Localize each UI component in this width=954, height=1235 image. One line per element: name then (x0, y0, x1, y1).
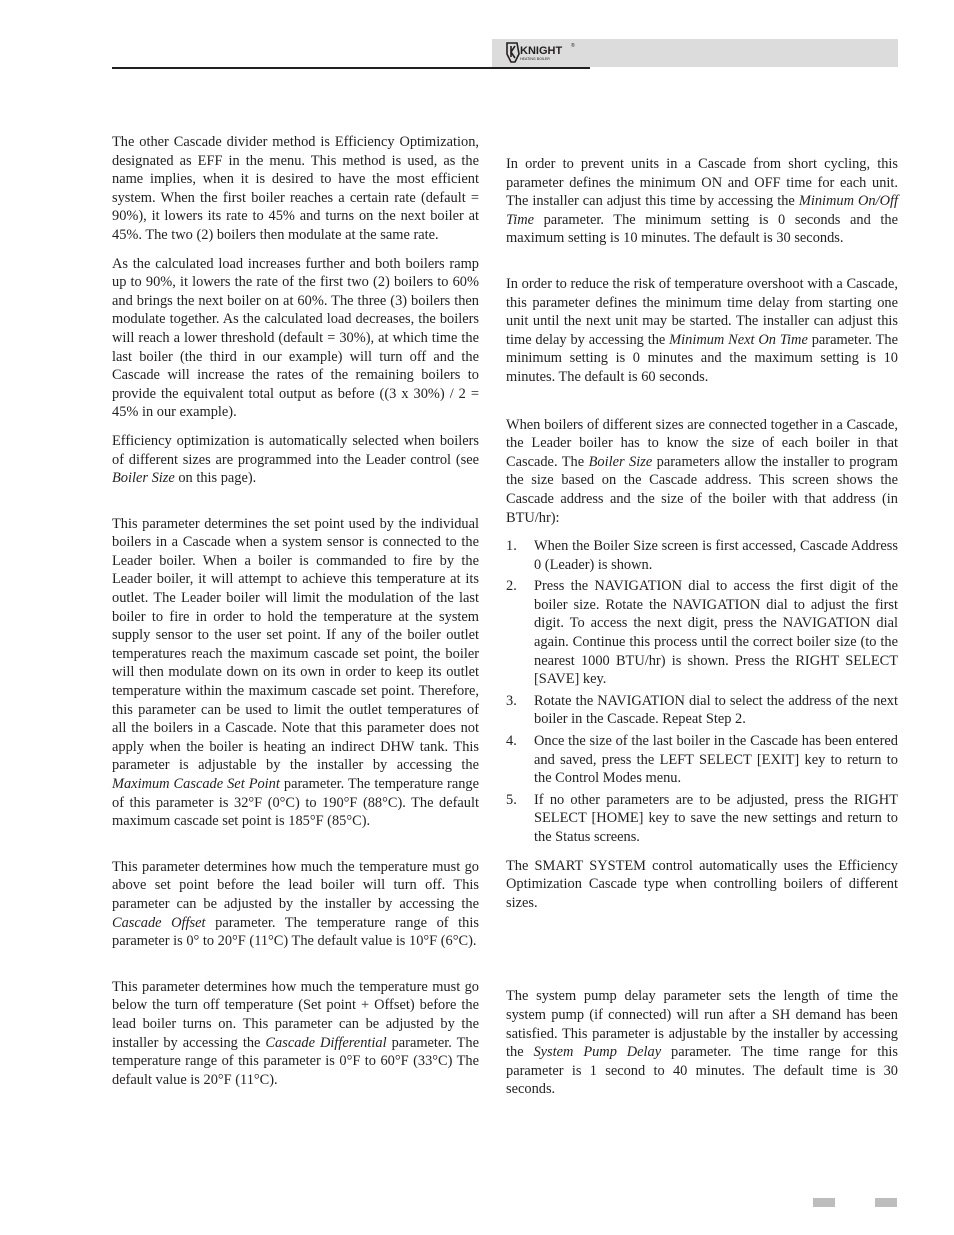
smart-system-paragraph: The SMART SYSTEM control automatically uses the Efficiency Optimization Cascade type when controlling boilers of different sizes. (506, 857, 898, 911)
header-rule (112, 67, 590, 69)
right-column (506, 133, 898, 1109)
min-next-on-ref: Minimum Next On Time (669, 331, 808, 348)
footer-tab-right (875, 1198, 897, 1207)
eff-optimization-paragraph: The other Cascade divider method is Efficiency Optimization, designated as EFF in the menu. This method is used, as the name implies, when it is desired to have the most efficient system. When the first boiler reaches a certain rate (default = 90%), it lowers its rate to 45% and turns on the next boiler at 45%. The two (2) boilers then modulate at the same rate. (112, 134, 479, 243)
max-cascade-setpoint-paragraph: This parameter determines the set point used by the individual boilers in a Cascade when a system sensor is connected to the Leader boiler. When a boiler is commanded to fire by the Leader boiler, it will attempt to achieve this temperature at its outlet. The Leader boiler will limit the modulation of the last boiler to fire in order to hold the temperature at the system supply sensor to the user set point. If any of the boiler outlet temperatures reach the maximum cascade set point, the boiler will then modulate down on its own in order to keep its outlet temperature within the maximum cascade set point. Therefore, this parameter can be used to limit the outlet temperatures of all the boilers in a Cascade. Note that this parameter does not apply when the boiler is heating an indirect DHW tank. This parameter is adjustable by the installer by accessing the Maximum Cascade Set Point parameter. The temperature range of this parameter is 32°F (0°C) to 190°F (88°C). The default maximum cascade set point is 185°F (85°C). (112, 515, 479, 830)
list-item: 5. If no other parameters are to be adjusted, press the RIGHT SELECT [HOME] key to save the new settings and return to the Status screens. (506, 791, 898, 845)
min-next-on-paragraph: In order to reduce the risk of temperature overshoot with a Cascade, this parameter defines the minimum time delay from starting one unit until the next unit may be started. The installer can adjust this time delay by accessing the Minimum Next On Time parameter. The minimum setting is 0 minutes and the maximum setting is 10 minutes. The default is 60 seconds. (506, 275, 898, 385)
logo-trademark: ® (571, 43, 575, 49)
list-item: 3. Rotate the NAVIGATION dial to select the address of the next boiler in the Cascade. Repeat Step 2. (506, 692, 898, 728)
boiler-size-ref: Boiler Size (588, 453, 653, 470)
list-item: 1. When the Boiler Size screen is first accessed, Cascade Address 0 (Leader) is shown. (506, 538, 898, 573)
knight-logo (505, 40, 579, 66)
cascade-offset-ref: Cascade Offset (112, 914, 206, 931)
boiler-size-steps (506, 537, 898, 847)
min-on-off-ref: Minimum On/Off Time (506, 193, 898, 228)
left-column (112, 133, 479, 1099)
load-increase-paragraph: As the calculated load increases further and both boilers ramp up to 90%, it lowers the rate of the first two (2) boilers to 60% and brings the next boiler on at 60%. The three (3) boilers then modulate together. As the calculated load decreases, the boilers will reach a lower threshold (default = 30%), at which time the last boiler (the third in our example) will turn off and the Cascade will increase the rates of the remaining boilers to provide the equivalent total output as before ((3 x 30%) / 2 = 45% in our example). (112, 255, 479, 421)
logo-text: KNIGHT (520, 45, 563, 57)
min-on-off-paragraph: In order to prevent units in a Cascade from short cycling, this parameter defines the minimum ON and OFF time for each unit. The installer can adjust this time by accessing the Minimum On/Off Time parameter. The minimum setting is 0 seconds and the maximum setting is 10 minutes. The default is 30 seconds. (506, 156, 898, 247)
auto-select-paragraph: Efficiency optimization is automatically selected when boilers of different sizes are programmed into the Leader control (see Boiler Size on this page). (112, 432, 479, 487)
footer-tab-left (813, 1198, 835, 1207)
cascade-differential-paragraph: This parameter determines how much the temperature must go below the turn off temperature (Set point + Offset) before the lead boiler turns on. This parameter can be adjusted by the installer by accessing the Cascade Differential parameter. The temperature range of this parameter is 0°F to 60°F (33°C) The default value is 20°F (11°C). (112, 978, 480, 1088)
boiler-size-ref: Boiler Size (112, 470, 175, 487)
list-item: 4. Once the size of the last boiler in the Cascade has been entered and saved, press the LEFT SELECT [EXIT] key to return to the Control Modes menu. (506, 733, 898, 787)
list-item: 2. Press the NAVIGATION dial to access the first digit of the boiler size. Rotate the NAVIGATION dial to adjust the first digit. To access the next digit, press the NAVIGATION dial again. Continue this process until the correct boiler size (to the nearest 1000 BTU/hr) is shown. Press the RIGHT SELECT [SAVE] key. (506, 578, 898, 688)
cascade-differential-ref: Cascade Differential (265, 1034, 387, 1051)
cascade-offset-paragraph: This parameter determines how much the temperature must go above set point before the lead boiler will turn off. This parameter can be adjusted by the installer by accessing the Cascade Offset parameter. The temperature range of this parameter is 0° to 20°F (11°C) The default value is 10°F (6°C). (112, 858, 479, 950)
logo-subtext: HEATING BOILER (520, 57, 550, 61)
system-pump-delay-ref: System Pump Delay (533, 1044, 662, 1061)
boiler-size-paragraph: When boilers of different sizes are connected together in a Cascade, the Leader boiler has to know the size of each boiler in that Cascade. The Boiler Size parameters allow the installer to program the size based on the Cascade address. This screen shows the Cascade address and the size of the boiler with that address (in BTU/hr): (506, 416, 898, 526)
system-pump-delay-paragraph: The system pump delay parameter sets the length of time the system pump (if connected) will run after a SH demand has been satisfied. This parameter is adjustable by the installer by accessing the System Pump Delay parameter. The time range for this parameter is 1 second to 40 minutes. The default time is 30 seconds. (506, 988, 898, 1098)
max-cascade-setpoint-ref: Maximum Cascade Set Point (112, 776, 280, 792)
